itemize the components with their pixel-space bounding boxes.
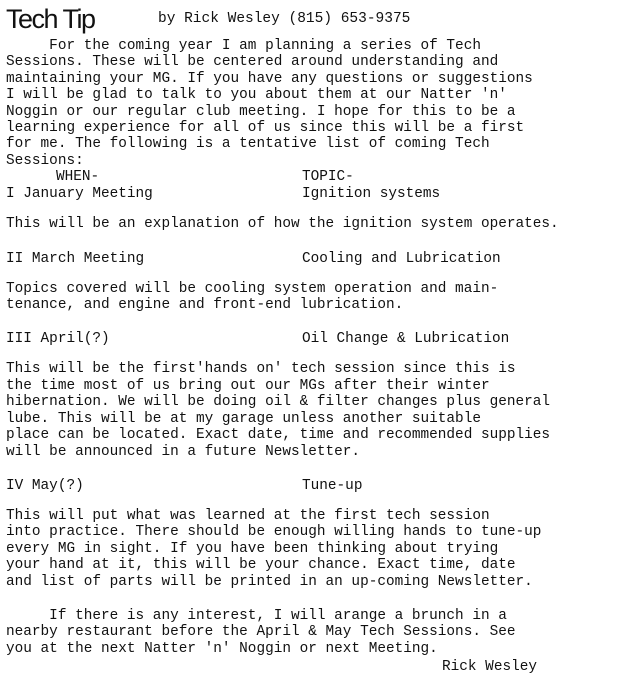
session-description-line: and list of parts will be printed in an up-coming Newsletter.: [6, 573, 533, 590]
column-headers: [6, 169, 636, 186]
when-column-header: WHEN-: [56, 169, 100, 186]
session-description-line: your hand at it, this will be your chance. Exact time, date: [6, 557, 516, 574]
session-heading: [6, 478, 636, 495]
session-description-line: hibernation. We will be doing oil & filter changes plus general: [6, 394, 551, 411]
closing-line: you at the next Natter 'n' Noggin or next Meeting.: [6, 640, 438, 657]
session-description-line: This will put what was learned at the first tech session: [6, 507, 490, 524]
intro-line: for me. The following is a tentative list of coming Tech: [6, 136, 490, 153]
session-description-line: tenance, and engine and front-end lubrication.: [6, 297, 404, 314]
article-title: Tech Tip: [6, 4, 95, 34]
session-description-line: into practice. There should be enough willing hands to tune-up: [6, 524, 542, 541]
session-when: II March Meeting: [6, 250, 145, 267]
signature: Rick Wesley: [442, 659, 537, 676]
session-topic: Tune-up: [302, 477, 363, 494]
closing-line: If there is any interest, I will arange a brunch in a: [6, 607, 507, 624]
intro-line: maintaining your MG. If you have any questions or suggestions: [6, 70, 533, 87]
intro-line: Sessions:: [6, 152, 84, 169]
closing-line: nearby restaurant before the April & May Tech Sessions. See: [6, 624, 516, 641]
intro-line: learning experience for all of us since this will be a first: [6, 120, 525, 137]
newsletter-page: [6, 6, 636, 676]
article-header: [6, 6, 636, 38]
session-description-line: This will be the first'hands on' tech session since this is: [6, 361, 516, 378]
intro-line: For the coming year I am planning a series of Tech: [6, 38, 481, 54]
session-description-line: This will be an explanation of how the ignition system operates.: [6, 216, 559, 233]
intro-line: Noggin or our regular club meeting. I hope for this to be a: [6, 103, 516, 120]
session-description-line: will be announced in a future Newsletter.: [6, 443, 361, 460]
session-when: I January Meeting: [6, 186, 153, 203]
session-description-line: every MG in sight. If you have been thinking about trying: [6, 540, 499, 557]
session-description-line: place can be located. Exact date, time and recommended supplies: [6, 427, 551, 444]
session-heading: [6, 331, 636, 348]
session-topic: Ignition systems: [302, 186, 441, 203]
session-description-line: lube. This will be at my garage unless another suitable: [6, 410, 481, 427]
intro-line: Sessions. These will be centered around understanding and: [6, 54, 499, 71]
session-description-line: Topics covered will be cooling system operation and main-: [6, 280, 499, 297]
closing-paragraph: [6, 608, 636, 657]
intro-paragraph: [6, 38, 636, 169]
session-heading: [6, 251, 636, 268]
session-when: IV May(?): [6, 477, 84, 494]
author-byline: by Rick Wesley (815) 653-9375: [158, 11, 411, 27]
session-topic: Oil Change & Lubrication: [302, 331, 510, 348]
session-description-line: the time most of us bring out our MGs after their winter: [6, 377, 490, 394]
session-heading: [6, 186, 636, 203]
intro-line: I will be glad to talk to you about them at our Natter 'n': [6, 87, 507, 104]
session-topic: Cooling and Lubrication: [302, 250, 501, 267]
topic-column-header: TOPIC-: [302, 169, 354, 186]
session-when: III April(?): [6, 331, 110, 348]
